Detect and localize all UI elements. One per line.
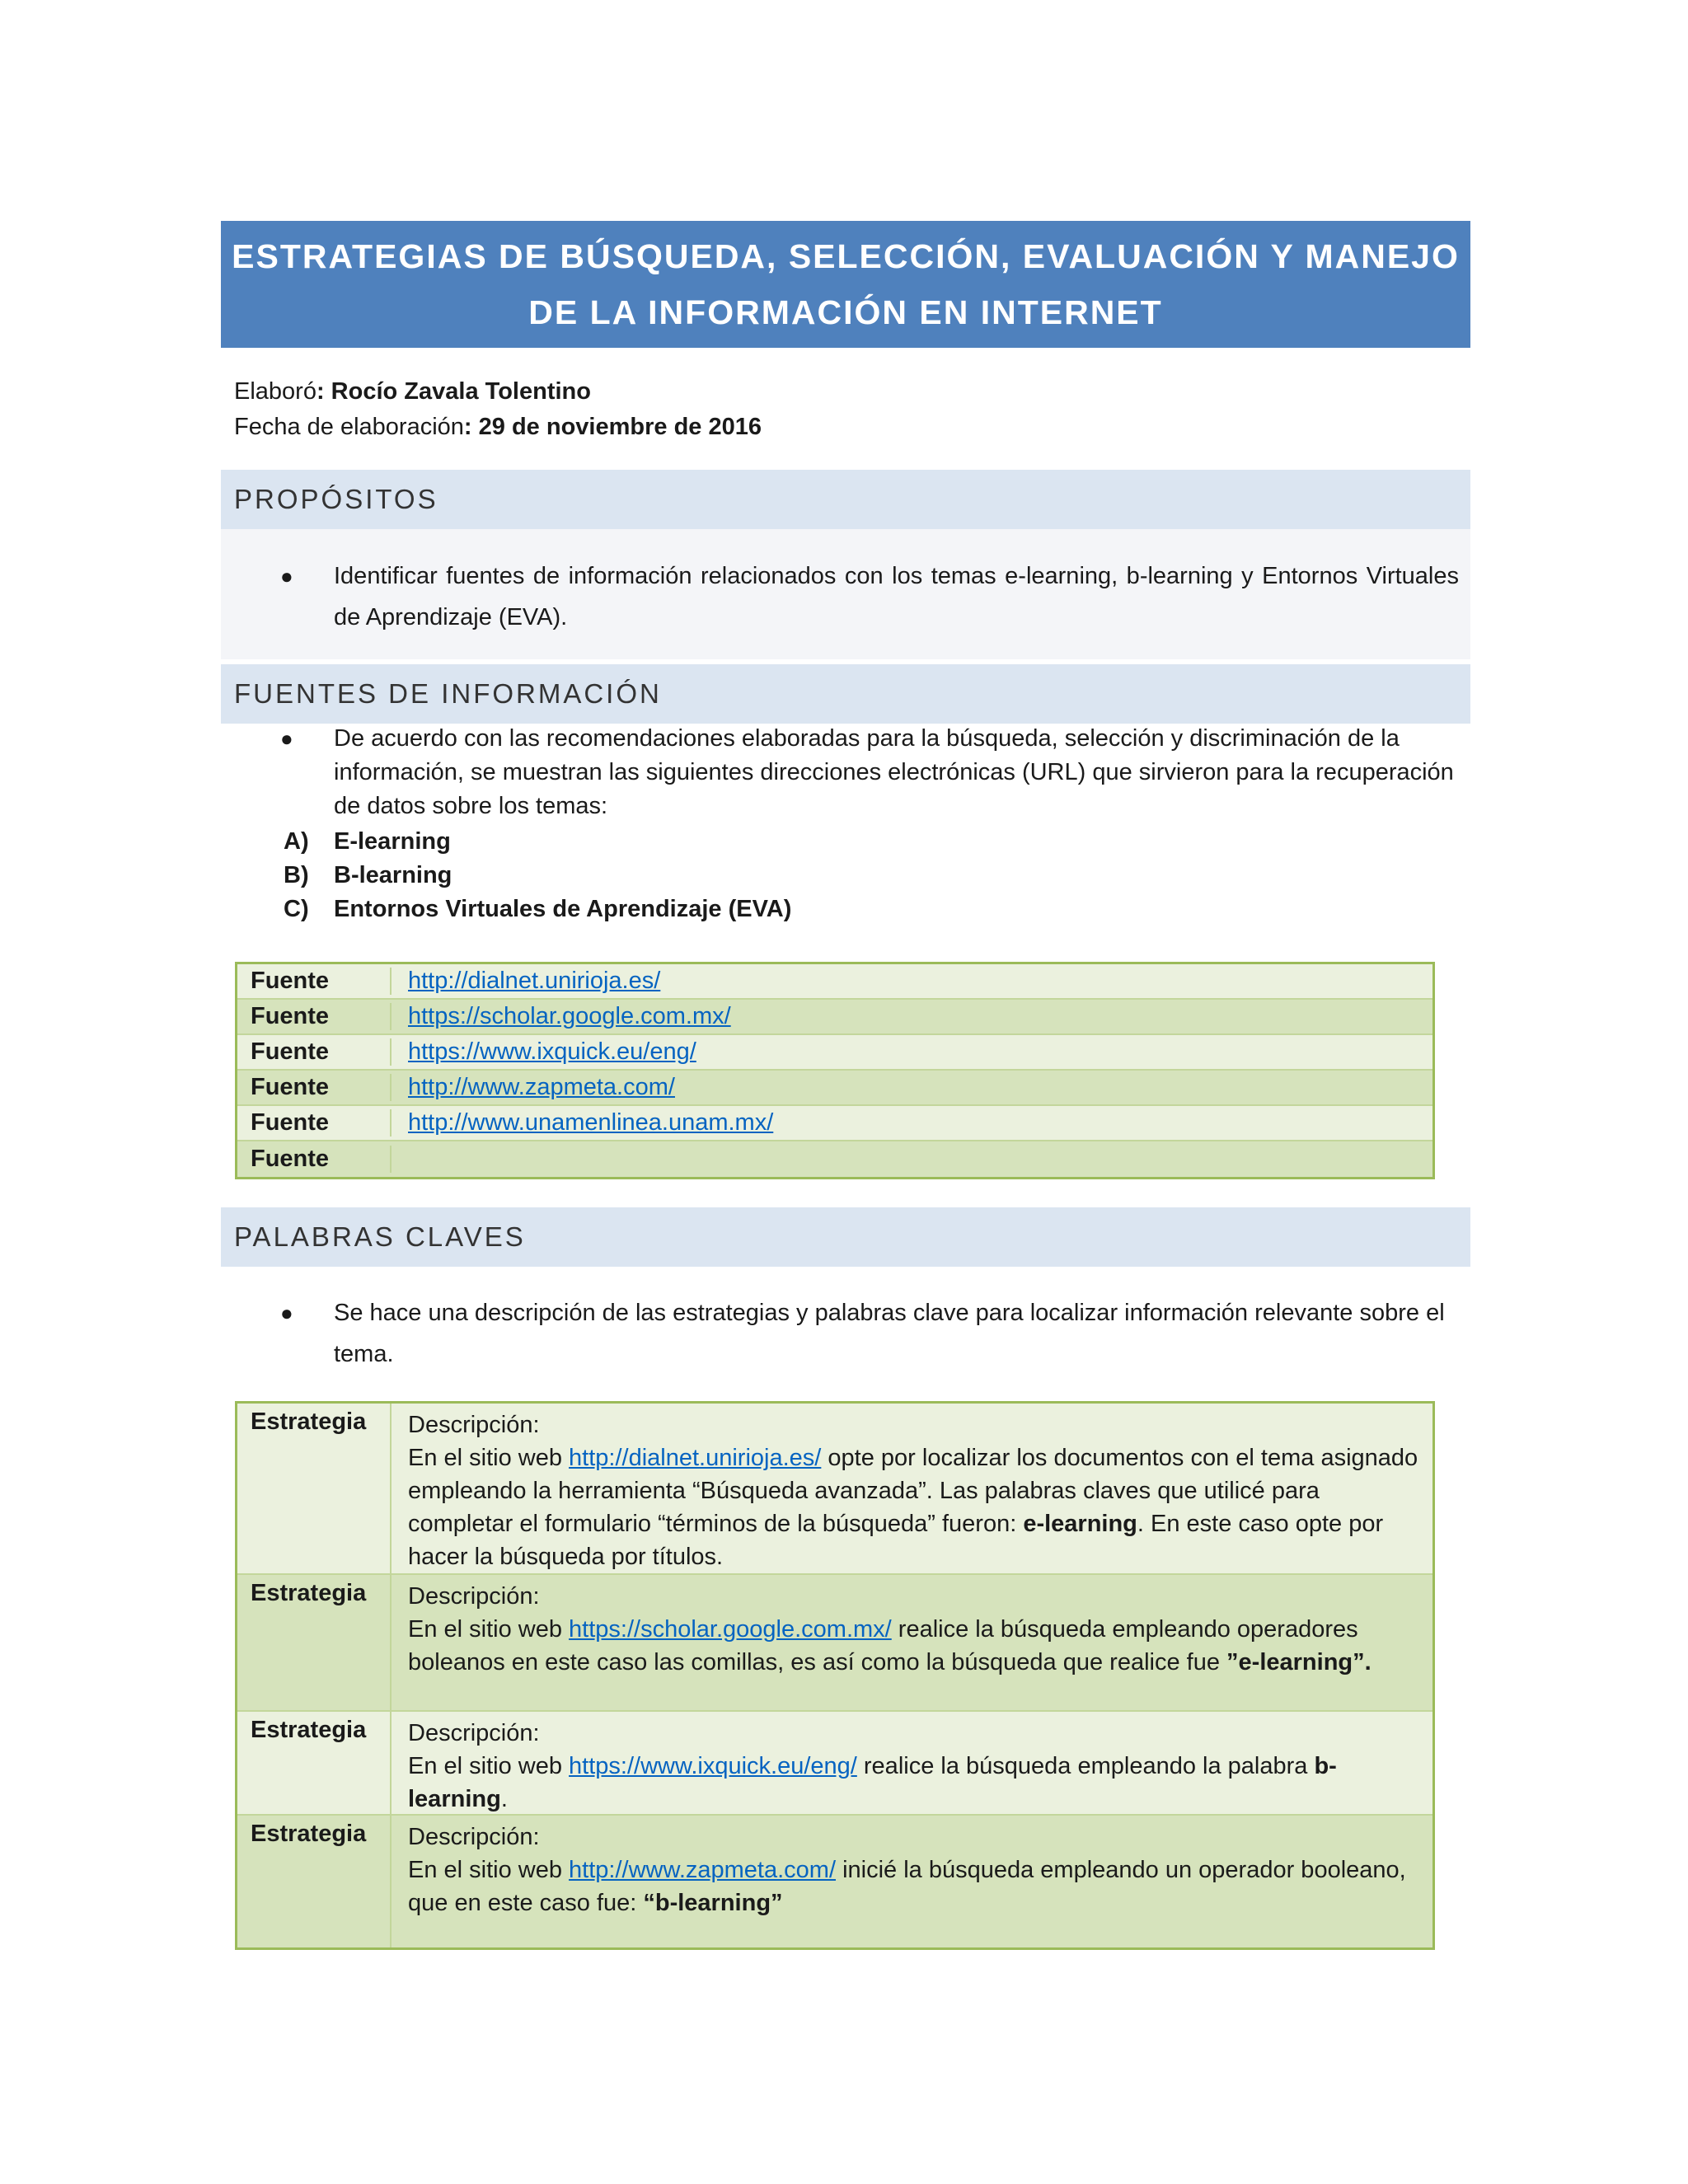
strategy-link[interactable]: http://www.zapmeta.com/ (569, 1857, 837, 1883)
sources-table (235, 962, 1435, 1179)
strategy-link[interactable]: http://dialnet.unirioja.es/ (569, 1445, 822, 1471)
list-label: E-learning (334, 828, 451, 855)
source-label: Fuente (237, 968, 392, 995)
title-line-1: ESTRATEGIAS DE BÚSQUEDA, SELECCIÓN, EVALUACIÓN Y MANEJO (232, 237, 1460, 275)
list-letter: B) (284, 862, 309, 888)
table-row (237, 1712, 1432, 1816)
table-row (237, 964, 1432, 1000)
title-line-2: DE LA INFORMACIÓN EN INTERNET (528, 293, 1163, 331)
bullet-text: De acuerdo con las recomendaciones elaboradas para la búsqueda, selección y discriminación de la información, se muestran las siguientes direcciones electrónicas (URL) que sirvieron para la recuperación de datos sobre los temas: (334, 725, 1454, 819)
document-title (221, 221, 1470, 348)
bullet-text: Se hace una descripción de las estrategias y palabras clave para localizar información relevante sobre el tema. (334, 1300, 1445, 1367)
source-label: Fuente (237, 1146, 392, 1173)
description-text: En el sitio web http://dialnet.unirioja.es/ opte por localizar los documentos con el tema asignado empleando la herramienta “Búsqueda avanzada”. Las palabras claves que utilicé para completar el formulario “términos de la búsqueda” fueron: e-learning. En este caso opte por hacer la búsqueda por títulos. (408, 1445, 1418, 1570)
description-text: En el sitio web https://scholar.google.com.mx/ realice la búsqueda empleando operadores boleanos en este caso las comillas, es así como la búsqueda que realice fue ”e-learning”. (408, 1616, 1372, 1675)
list-label: B-learning (334, 862, 452, 888)
strategy-description (392, 1404, 1432, 1573)
author-value: : Rocío Zavala Tolentino (316, 378, 591, 405)
description-text: En el sitio web https://www.ixquick.eu/eng/ realice la búsqueda empleando la palabra b-learning. (408, 1753, 1337, 1812)
date-value: : 29 de noviembre de 2016 (463, 414, 762, 440)
source-link[interactable]: http://dialnet.unirioja.es/ (408, 968, 661, 994)
source-link[interactable]: http://www.unamenlinea.unam.mx/ (408, 1109, 774, 1136)
bullet-text: Identificar fuentes de información relacionados con los temas e-learning, b-learning y Entornos Virtuales de Aprendizaje (EVA). (334, 563, 1459, 630)
strategies-table (235, 1401, 1435, 1950)
table-row (237, 1071, 1432, 1106)
table-row (237, 1575, 1432, 1712)
bullet-icon: ● (280, 564, 293, 588)
description-label: Descripción: (408, 1412, 540, 1438)
section-heading-propositos: PROPÓSITOS (221, 470, 1470, 529)
bullet-icon: ● (280, 726, 293, 751)
source-link[interactable]: https://www.ixquick.eu/eng/ (408, 1038, 696, 1065)
strategy-description (392, 1712, 1432, 1816)
strategy-link[interactable]: https://scholar.google.com.mx/ (569, 1616, 892, 1643)
table-row (237, 1000, 1432, 1035)
table-row (237, 1035, 1432, 1071)
description-label: Descripción: (408, 1824, 540, 1850)
section-heading-palabras: PALABRAS CLAVES (221, 1207, 1470, 1267)
strategy-link[interactable]: https://www.ixquick.eu/eng/ (569, 1753, 857, 1779)
strategy-description (392, 1575, 1432, 1679)
strategy-label: Estrategia (237, 1404, 392, 1573)
table-row (237, 1404, 1432, 1575)
source-link[interactable]: https://scholar.google.com.mx/ (408, 1003, 731, 1029)
table-row (237, 1106, 1432, 1141)
list-letter: A) (284, 828, 309, 855)
table-row (237, 1816, 1432, 1947)
date-label: Fecha de elaboración (234, 414, 464, 440)
list-letter: C) (284, 896, 309, 922)
section-heading-fuentes: FUENTES DE INFORMACIÓN (221, 664, 1470, 724)
source-link[interactable]: http://www.zapmeta.com/ (408, 1074, 675, 1100)
author-line (234, 378, 591, 405)
source-label: Fuente (237, 1074, 392, 1101)
description-text: En el sitio web http://www.zapmeta.com/ inicié la búsqueda empleando un operador booleano, que en este caso fue: “b-learning” (408, 1857, 1406, 1916)
description-label: Descripción: (408, 1583, 540, 1610)
source-label: Fuente (237, 1038, 392, 1066)
source-label: Fuente (237, 1003, 392, 1030)
bullet-icon: ● (280, 1301, 293, 1325)
strategy-label: Estrategia (237, 1816, 392, 1947)
description-label: Descripción: (408, 1720, 540, 1746)
list-label: Entornos Virtuales de Aprendizaje (EVA) (334, 896, 792, 922)
author-label: Elaboró (234, 378, 316, 405)
strategy-label: Estrategia (237, 1712, 392, 1814)
strategy-description (392, 1816, 1432, 1919)
source-label: Fuente (237, 1109, 392, 1137)
table-row (237, 1141, 1432, 1177)
date-line (234, 414, 762, 441)
strategy-label: Estrategia (237, 1575, 392, 1710)
